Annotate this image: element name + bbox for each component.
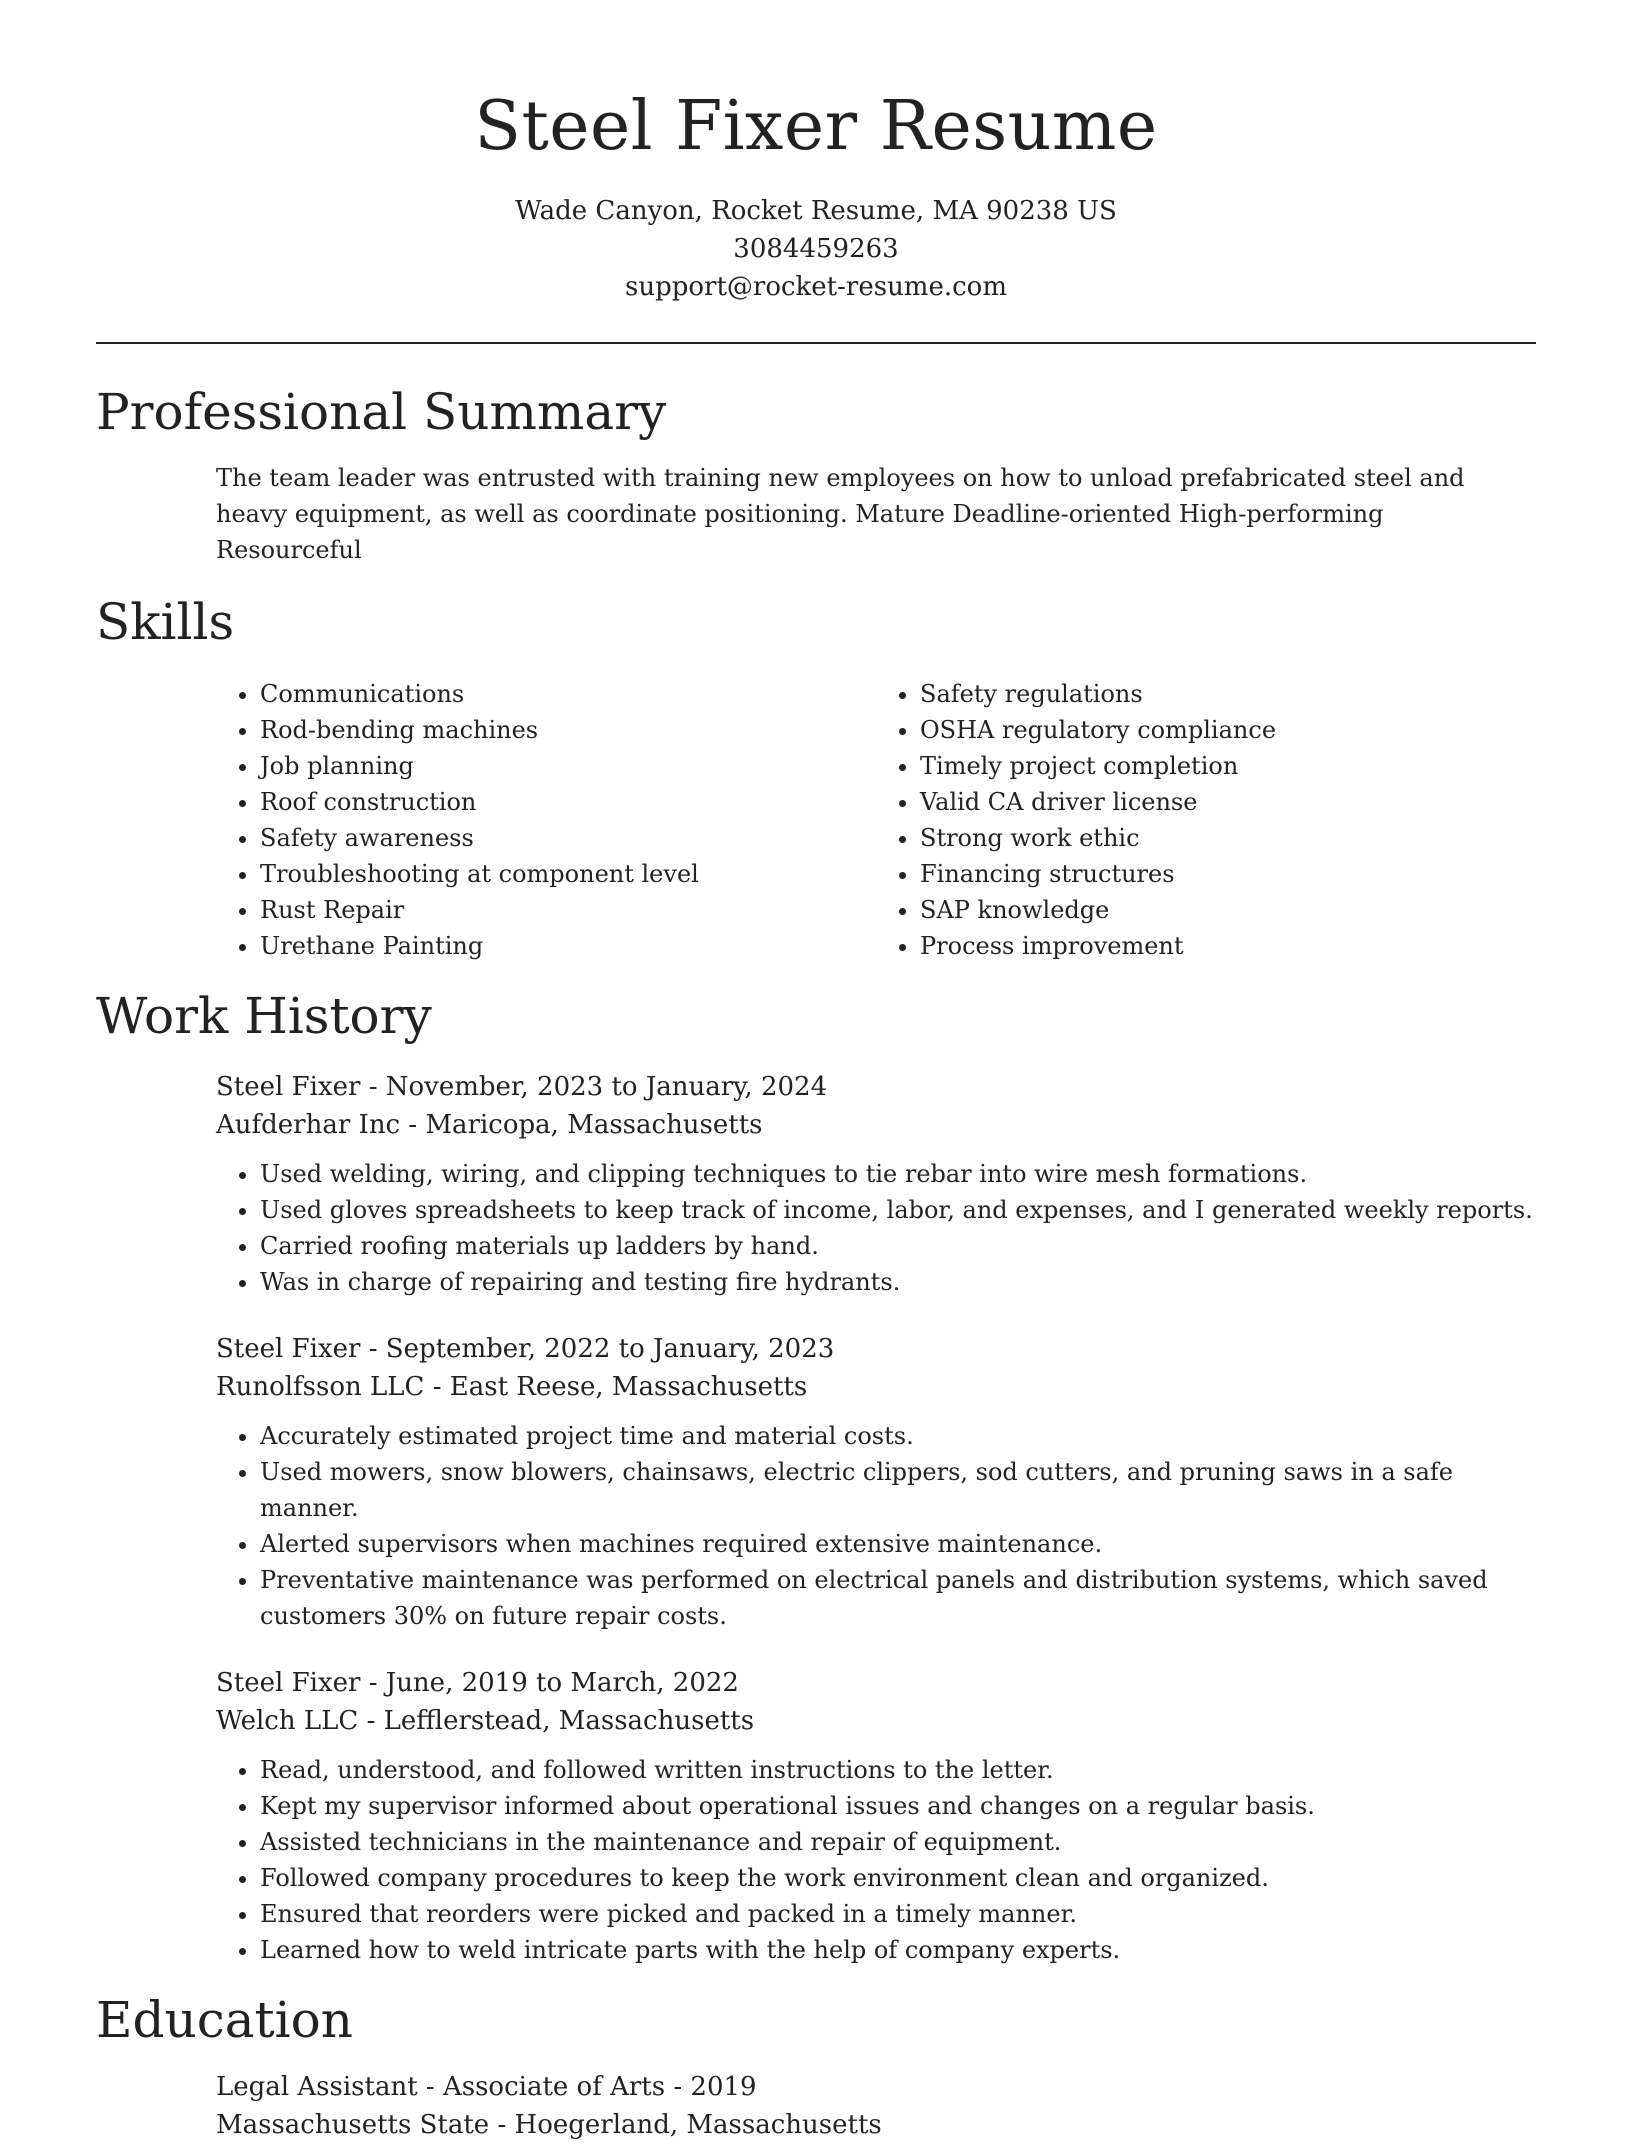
header-divider <box>96 342 1536 344</box>
education-school: Massachusetts State <box>216 2110 490 2140</box>
job-header <box>96 1330 1536 1406</box>
skill-item: • Rust Repair <box>260 892 876 928</box>
job-location: - Maricopa, Massachusetts <box>400 1110 763 1140</box>
job-dates: - June, 2019 to March, 2022 <box>360 1668 739 1698</box>
job-bullet: • Kept my supervisor informed about operational issues and changes on a regular basis. <box>260 1788 1536 1824</box>
job-title-line <box>216 1068 1536 1106</box>
job-company-line <box>216 1106 1536 1144</box>
job-company: Runolfsson LLC <box>216 1372 425 1402</box>
contact-block <box>0 192 1632 306</box>
resume-body <box>96 376 1536 2144</box>
education-section <box>96 1984 1536 2144</box>
job-entry <box>96 1330 1536 1634</box>
job-role: Steel Fixer <box>216 1668 361 1698</box>
job-company: Aufderhar Inc <box>216 1110 401 1140</box>
skill-item: • Valid CA driver license <box>920 784 1536 820</box>
skill-item: • SAP knowledge <box>920 892 1536 928</box>
job-bullet: • Used gloves spreadsheets to keep track of income, labor, and expenses, and I generated weekly reports. <box>260 1192 1536 1228</box>
skill-item: • Roof construction <box>260 784 876 820</box>
job-bullet: • Learned how to weld intricate parts with the help of company experts. <box>260 1932 1536 1968</box>
education-detail: - Associate of Arts - 2019 <box>417 2072 757 2102</box>
job-bullets <box>96 1752 1536 1968</box>
skill-item: • Job planning <box>260 748 876 784</box>
job-dates: - November, 2023 to January, 2024 <box>360 1072 828 1102</box>
job-title-line <box>216 1330 1536 1368</box>
work-history-section <box>96 980 1536 1968</box>
job-company-line <box>216 1368 1536 1406</box>
skill-item: • Timely project completion <box>920 748 1536 784</box>
job-bullet: • Used welding, wiring, and clipping techniques to tie rebar into wire mesh formations. <box>260 1156 1536 1192</box>
job-company-line <box>216 1702 1536 1740</box>
summary-heading: Professional Summary <box>96 383 667 441</box>
education-entry <box>96 2068 1536 2144</box>
job-bullet: • Used mowers, snow blowers, chainsaws, electric clippers, sod cutters, and pruning saws in a safe manner. <box>260 1454 1536 1526</box>
job-title-line <box>216 1664 1536 1702</box>
skill-item: • Urethane Painting <box>260 928 876 964</box>
job-bullet: • Accurately estimated project time and material costs. <box>260 1418 1536 1454</box>
job-location: - Lefflerstead, Massachusetts <box>358 1706 755 1736</box>
work-history-heading: Work History <box>96 987 432 1045</box>
job-bullet: • Carried roofing materials up ladders by hand. <box>260 1228 1536 1264</box>
job-bullets <box>96 1418 1536 1634</box>
education-location: - Hoegerland, Massachusetts <box>489 2110 882 2140</box>
skill-item: • Safety awareness <box>260 820 876 856</box>
education-degree-line <box>216 2068 1536 2106</box>
summary-text: The team leader was entrusted with training new employees on how to unload prefabricated steel and heavy equipment, as well as coordinate positioning. Mature Deadline-oriented High-performing Resourceful <box>216 464 1465 564</box>
job-entry <box>96 1068 1536 1300</box>
skills-list-left <box>216 676 876 964</box>
education-degree: Legal Assistant <box>216 2072 418 2102</box>
job-bullet: • Ensured that reorders were picked and packed in a timely manner. <box>260 1896 1536 1932</box>
job-role: Steel Fixer <box>216 1334 361 1364</box>
email-text: support@rocket-resume.com <box>624 272 1007 302</box>
skill-item: • OSHA regulatory compliance <box>920 712 1536 748</box>
skill-item: • Financing structures <box>920 856 1536 892</box>
job-company: Welch LLC <box>216 1706 359 1736</box>
skills-heading: Skills <box>96 593 235 651</box>
skill-item: • Process improvement <box>920 928 1536 964</box>
job-entry <box>96 1664 1536 1968</box>
skills-section <box>96 586 1536 964</box>
job-location: - East Reese, Massachusetts <box>424 1372 808 1402</box>
education-heading: Education <box>96 1991 353 2049</box>
job-bullet: • Preventative maintenance was performed on electrical panels and distribution systems, which saved customers 30% on future repair costs. <box>260 1562 1536 1634</box>
address-text: Wade Canyon, Rocket Resume, MA 90238 US <box>515 196 1117 226</box>
job-dates: - September, 2022 to January, 2023 <box>360 1334 835 1364</box>
job-header <box>96 1068 1536 1144</box>
skills-columns <box>96 676 1536 964</box>
job-bullet: • Was in charge of repairing and testing fire hydrants. <box>260 1264 1536 1300</box>
skill-item: • Rod-bending machines <box>260 712 876 748</box>
resume-header <box>0 0 1632 306</box>
skills-list-right <box>876 676 1536 964</box>
skill-item: • Safety regulations <box>920 676 1536 712</box>
job-role: Steel Fixer <box>216 1072 361 1102</box>
skill-item: • Troubleshooting at component level <box>260 856 876 892</box>
phone-text: 3084459263 <box>733 234 899 264</box>
job-bullet: • Followed company procedures to keep the work environment clean and organized. <box>260 1860 1536 1896</box>
job-bullet: • Read, understood, and followed written instructions to the letter. <box>260 1752 1536 1788</box>
summary-section <box>96 376 1536 568</box>
skill-item: • Strong work ethic <box>920 820 1536 856</box>
job-bullets <box>96 1156 1536 1300</box>
skill-item: • Communications <box>260 676 876 712</box>
job-bullet: • Assisted technicians in the maintenance and repair of equipment. <box>260 1824 1536 1860</box>
job-bullet: • Alerted supervisors when machines required extensive maintenance. <box>260 1526 1536 1562</box>
page-title: Steel Fixer Resume <box>474 87 1158 166</box>
job-header <box>96 1664 1536 1740</box>
